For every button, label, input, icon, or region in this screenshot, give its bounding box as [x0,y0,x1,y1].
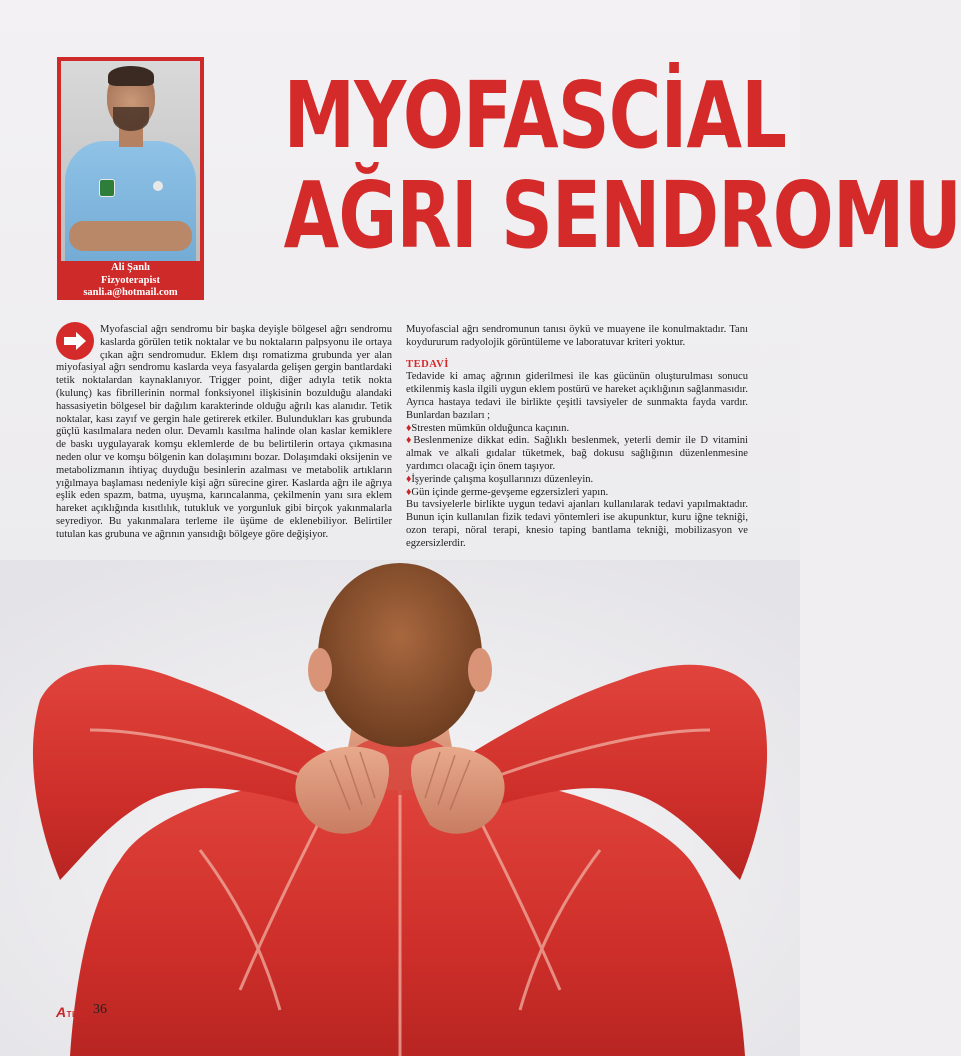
title-line-1: MYOFASCİAL [283,62,787,169]
treatment-intro: Tedavide ki amaç ağrının giderilmesi ile kas gücünün oluşturulması sonucu etkilenmiş kasla ilgili uygun eklem postürü ve hareket açıklığının sağlanmasıdır. Ayrıca hastaya tedavi ile birlikte çeşitli tavsiyeler de sunmakta fayda vardır. Bunlardan bazıları ; [406,371,748,421]
bullet-item: ♦ İşyerinde çalışma koşullarınızı düzenleyin. [406,474,748,487]
shirt-brand-icon [153,181,163,191]
bullet-item: ♦ Gün içinde germe-gevşeme egzersizleri yapın. [406,487,748,500]
author-name: Ali Şanlı [111,262,150,273]
author-email: sanli.a@hotmail.com [83,287,178,298]
shirt-crest-icon [99,179,115,197]
left-column [56,324,392,542]
page-number: 36 [93,1002,107,1017]
bullet-item: ♦ Beslenmenize dikkat edin. Sağlıklı beslenmek, yeterli demir ile D vitamini almak ve alkali gıdalar tüketmek, bağ dokusu sağlığının düzenlenmesine yardımcı olacağı için önem taşıyor. [406,435,748,473]
closing-paragraph: Bu tavsiyelerle birlikte uygun tedavi ajanları kullanılarak tedavi yapılmaktadır. Bunun için kullanılan fizik tedavi yöntemleri ise akupunktur, kuru iğne tekniği, ozon terapi, nöral terapi, knesio taping bantlama tekniği, mobilizasyon ve egzersizlerdir. [406,499,748,549]
author-photo [61,61,200,261]
back-muscles-illustration [0,560,800,1056]
article-title [283,62,961,269]
title-line-2: AĞRI SENDROMU [283,162,961,269]
left-column-body: Myofascial ağrı sendromu bir başka deyişle bölgesel ağrı sendromu kaslarda görülen tetik noktalar ve bu noktaların palpsyonu ile ortaya çıkan ağrı sendromudur. Eklem dışı romatizma grubunda yer alan miyofasiyal ağrı sendromu kaslarda veya fasyalarda gelişen gergin bantlardaki tetik noktalardan kaynaklanıyor. Trigger point, diğer adıyla tetik nokta (kulunç) kas fibrillerinin normal fonksiyonel ilişkisinin bozulduğu alandaki hassasiyetin bölgesel bir dağılım karakterinde olduğu ağrılı kas alanıdır. Tetik noktalar, kası zayıf ve gergin hale getirerek etkiler. Bulundukları kas grubunda güçlü kasılmalara neden olur. Devamlı kasılma halinde olan kaslar kemiklere de baskı uygulayarak komşu eklemlerde de bu belirtilerin ortaya çıkmasına neden olur ve komşu bölgenin kan dolaşımını bozar. Dolaşımdaki oksijenin ve metabolizmanın ihtiyaç duyduğu besinlerin azalması ve metabolik artıkların yığılmaya başlaması nedeniyle kişi ağrı sürecine girer. Kaslarda ağrı ile ağrıya eşlik eden spazm, batma, uyuşma, karıncalanma, çekilmenin yanı sıra eklem hareket açıklığında kısıtlılık, tutukluk ve yorgunluk gibi birçok yakınmalarla seyrediyor. Bu yakınmalara terleme ile üşüme de eklenebiliyor. Belirtiler tutulan kas grubuna ve ağrının yansıdığı bölgeye göre değişiyor. [56,324,392,540]
author-role: Fizyoterapist [101,274,160,286]
magazine-logo: ATIME [56,1004,88,1020]
author-card [57,57,204,300]
section-heading-treatment: TEDAVİ [406,358,449,370]
right-column [406,324,748,551]
bullet-item: ♦ Stresten mümkün olduğunca kaçının. [406,423,748,436]
diagnosis-paragraph: Muyofascial ağrı sendromunun tanısı öykü ve muayene ile konulmaktadır. Tanı koydururum radyolojik görüntüleme ve laboratuvar kriteri yoktur. [406,324,748,348]
